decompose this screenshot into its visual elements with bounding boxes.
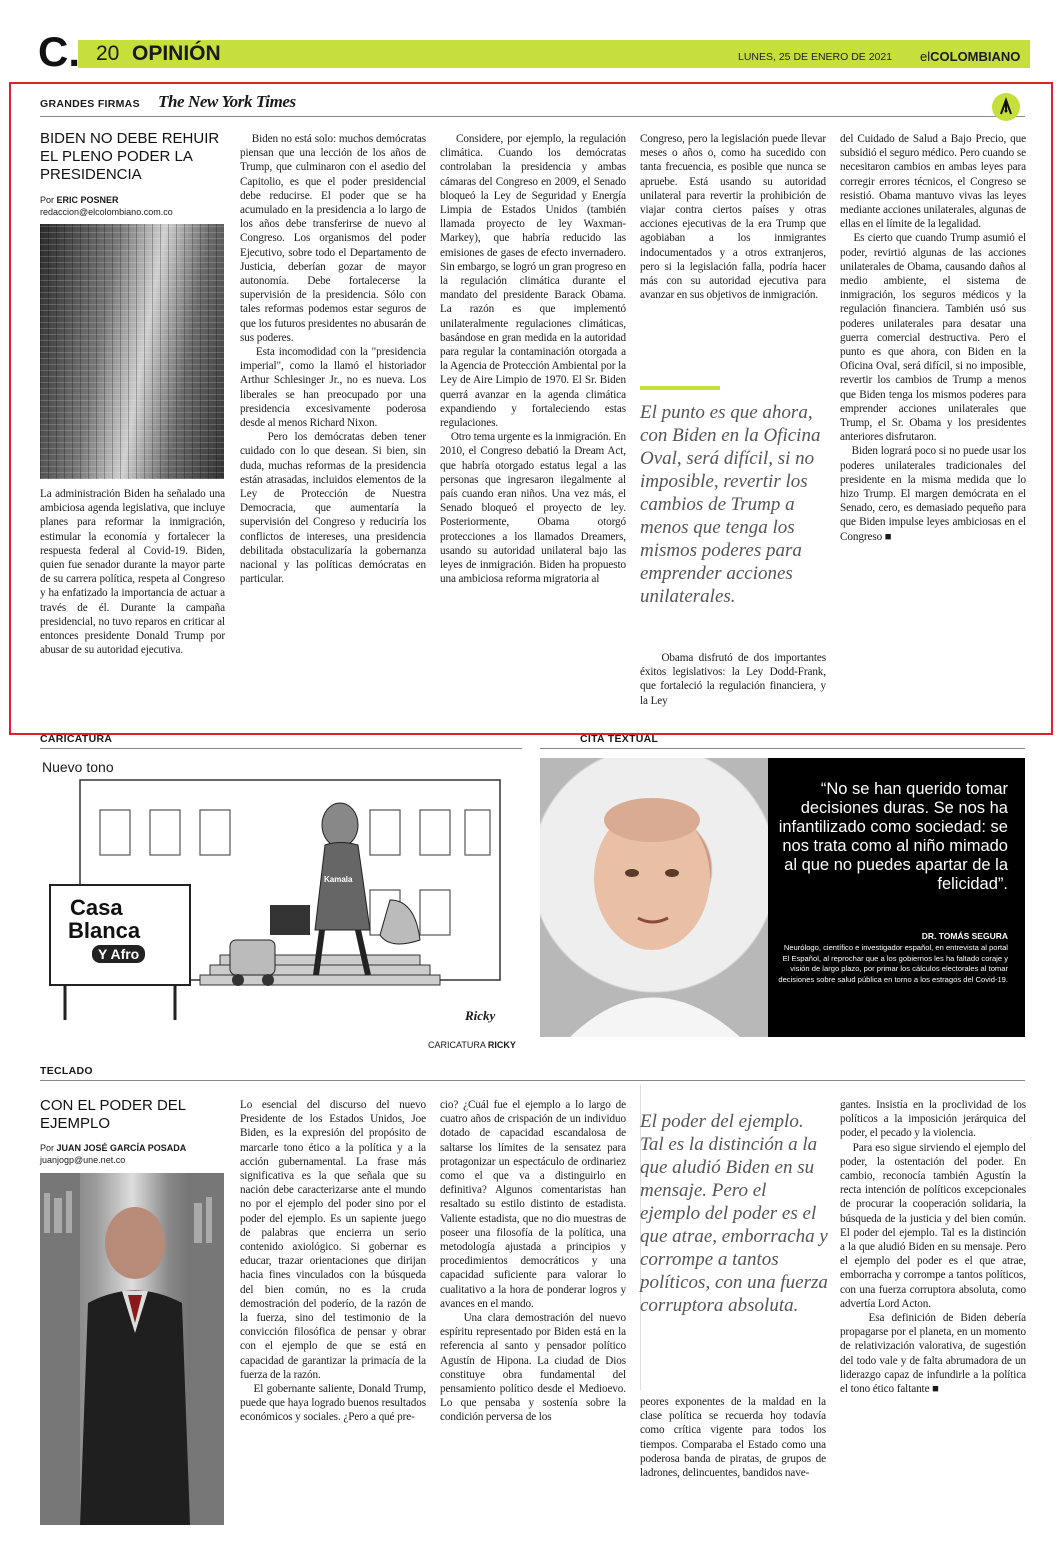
article-column-2: Biden no está solo: muchos demócratas piensan que una lección de los años de Trump, que culminaron con el asedio del Capitolio, es que el poder presidencial debe reducirse. El poder que se ha acumulado en la presidencia a lo largo de los años debe transferirse de nuevo al Congreso. Los organismos del poder Ejecutivo, sobre todo el Departamento de Justicia, deberían gozar de mayor autonomía. Debe fortalecerse la supervisión de la presidencia. Sólo con tales reformas podemos estar seguros de que los futuros presidentes no abusarán de sus poderes. Esta incomodidad con la "presidencia imperial", como la llamó el historiador Arthur Schlesinger Jr., no es nueva. Los liberales se han preocupado por una presidencia excesivamente poderosa desde al menos Richard Nixon. Pero los demócratas deben tener cuidado con lo que desean. Si bien, sin duda, muchas reformas de la presidencia están atrasadas, incluidos elementos de la Ley de Protección de Nuestra Democracia, que aumentaría la supervisión del Congreso y reduciría los conflictos de intereses, una presidencia debilitada obstaculizaría la gobernanza nacional y las políticas demócratas en particular. bbox=[240, 133, 426, 586]
cita-rule bbox=[540, 748, 1025, 749]
teclado-headline: CON EL PODER DEL EJEMPLO bbox=[40, 1097, 186, 1132]
shirt-label: Kamala bbox=[324, 875, 353, 884]
credit-name: RICKY bbox=[487, 1040, 516, 1050]
teclado-byline-prefix: Por bbox=[40, 1143, 57, 1153]
author-name: ERIC POSNER bbox=[56, 195, 119, 205]
byline bbox=[40, 195, 240, 206]
article-column-4b: Obama disfrutó de dos importantes éxitos legislativos: la Ley Dodd-Frank, que fortaleció la regulación financiera, y la Ley bbox=[640, 652, 829, 707]
kicker-grandes-firmas: GRANDES FIRMAS bbox=[40, 98, 140, 110]
sign-line-1: Casa bbox=[70, 895, 123, 920]
cartoon-image bbox=[40, 780, 522, 1035]
pull-quote: El punto es que ahora, con Biden en la Oficina Oval, será difícil, si no imposible, revertir los cambios de Trump a menos que tenga los mismos poderes para emprender acciones unilaterales. bbox=[640, 402, 821, 607]
credit-prefix: CARICATURA bbox=[428, 1040, 488, 1050]
tomas-segura-photo bbox=[540, 758, 768, 1037]
article-headline: BIDEN NO DEBE REHUIR EL PLENO PODER LA PRESIDENCIA bbox=[40, 130, 220, 183]
cita-quote: “No se han querido tomar decisiones duras. Se nos ha infantilizado como sociedad: se nos trata como al niño mimado al que no puedes apartar de la felicidad”. bbox=[778, 780, 1008, 893]
teclado-column-4: peores exponentes de la maldad en la clase política se recuerda hoy todavía como crítica vigente para todos los tiempos. Comparaba el Estado como una poderosa banda de piratas, de grupos de ladrones, delincuentes, bandidos nave- bbox=[640, 1396, 829, 1480]
teclado-pull-quote: El poder del ejemplo. Tal es la distinción a la que aludió Biden en su mensaje. Pero el ejemplo del poder es el que atrae, emborracha y corrompe a tantos políticos, con una fuerza corruptora absoluta. bbox=[640, 1111, 828, 1316]
page-number: 20 bbox=[96, 42, 120, 65]
nyt-building-photo bbox=[40, 224, 224, 479]
pen-nib-icon bbox=[992, 93, 1020, 121]
issue-date: LUNES, 25 DE ENERO DE 2021 bbox=[738, 51, 893, 63]
teclado-column-3: cio? ¿Cuál fue el ejemplo a lo largo de cuatro años de crispación de un individuo dotado de capacidad escandalosa de saltarse los límites de la sensatez para protagonizar un espectáculo de ordinariez como el que va a distinguirlo en definitiva? Algunos comentaristas han resaltado su estilo distinto de estadista. Valiente estadista, que no dio muestras de poseer una filosofía de la política, una metodología ajustada a principios y procedimientos democráticos y una capacidad suficiente para valorar lo cualitativo a la hora de ponderar logros y avances en el mando. Una clara demostración del nuevo espíritu representado por Biden está en la referencia al santo y pensador político Agustín de Hipona. La ciudad de Dios constituye obra fundamental del pensamiento político desde el Medioevo. Lo que pensaba y sostenía sobre la condición perversa de los bbox=[440, 1099, 626, 1424]
section-title: OPINIÓN bbox=[132, 42, 221, 65]
section-rule bbox=[40, 116, 1025, 117]
author-photo bbox=[40, 1173, 224, 1525]
teclado-email: juanjogp@une.net.co bbox=[40, 1155, 126, 1165]
teclado-author: JUAN JOSÉ GARCÍA POSADA bbox=[56, 1143, 187, 1153]
teclado-column-5: gantes. Insistía en la proclividad de los políticos a la imposición jerárquica del poder, el pecado y la violencia. Para eso sigue sirviendo el ejemplo del poder, la ostentación del poder. En cambio, reconocía también Agustín la recta intención de políticos excepcionales de procurar la cooperación solidaria, la búsqueda de la justicia y del bien común. El poder del ejemplo. Tal es la distinción a la que aludió Biden en su mensaje. Pero el ejemplo del poder es el que atrae, emborracha y corrompe a tantos políticos, con una fuerza corruptora absoluta, como advertía Lord Acton. Esa definición de Biden debería propagarse por el planeta, en un momento de relativización valorativa, de sugestión del todo vale y de falta abrumadora de un liderazgo capaz de infundirle a la política el tono ético faltante ■ bbox=[840, 1099, 1026, 1396]
cartoon-credit bbox=[428, 1040, 516, 1050]
teclado-rule bbox=[40, 1080, 1025, 1081]
article-column-3: Considere, por ejemplo, la regulación climática. Cuando los demócratas controlaban la presidencia y ambas cámaras del Congreso en 2009, el Senado bloqueó la Ley de Seguridad y Energía Limpia de Estados Unidos (también llamada proyecto de ley Waxman-Markey), que habría reducido las emisiones de gases de efecto invernadero. Sin embargo, se logró un gran progreso en la regulación climática durante el mandato del presidente Barack Obama. La razón es que implementó unilateralmente regulaciones climáticas, basándose en gran medida en la autoridad para regular la contaminación otorgada a la Agencia de Protección Ambiental por la Ley de Aire Limpio de 1970. El Sr. Biden querrá avanzar en la agenda climática expandiendo y fortaleciendo estas regulaciones. Otro tema urgente es la inmigración. En 2010, el Congreso debatió la Dream Act, que habría otorgado estatus legal a las personas que ingresaron ilegalmente al país cuando eran niños. Una vez más, el Senado bloqueó el proyecto de ley. Posteriormente, Obama otorgó protecciones a los llamados Dreamers, usando su autoridad unilateral bajo las leyes de inmigración. Biden ha propuesto una ambiciosa reforma migratoria al bbox=[440, 133, 626, 586]
brand-prefix: el bbox=[920, 49, 931, 64]
teclado-byline bbox=[40, 1143, 240, 1154]
pull-quote-bar bbox=[640, 386, 720, 390]
brand-name: COLOMBIANO bbox=[930, 49, 1021, 64]
kicker-teclado: TECLADO bbox=[40, 1065, 93, 1077]
newspaper-brand bbox=[920, 49, 1020, 64]
cartoonist-signature: Ricky bbox=[465, 1008, 496, 1023]
cartoon-title: Nuevo tono bbox=[42, 759, 114, 775]
sign-line-2: Blanca bbox=[68, 918, 141, 943]
byline-prefix: Por bbox=[40, 195, 57, 205]
teclado-column-2: Lo esencial del discurso del nuevo Presidente de los Estados Unidos, Joe Biden, es la expresión del propósito de marcarle tono ético a la política y a la acción gubernamental. La frase más significativa es la que señala que su nación debe caracterizarse ante el mundo no por el ejemplo del poder sino por el poder del ejemplo. Es un sapiente juego de palabras que encierra un serio contenido axiológico. Si gobernar es educar, trazar orientaciones que dirijan hacia fines vinculados con la búsqueda del bien común, no es la cruda demostración del poderío, de la razón de la fuerza, sino del testimonio de la convicción filosófica de pensar y obrar con el ejemplo de que se está en capacidad de garantizar la primacía de la fuerza de la razón. El gobernante saliente, Donald Trump, puede que haya logrado buenos resultados económicos y sociales. ¿Pero a qué pre- bbox=[240, 1099, 426, 1424]
logo: C. bbox=[38, 28, 80, 75]
author-email: redaccion@elcolombiano.com.co bbox=[40, 207, 173, 217]
kicker-cita-textual: CITA TEXTUAL bbox=[580, 733, 659, 745]
caricatura-rule bbox=[40, 748, 522, 749]
article-column-5: del Cuidado de Salud a Bajo Precio, que subsidió el seguro médico. Pero cuando se necesitaron cambios en ambas leyes para corregir errores técnicos, el Congreso se resistió. Obama mantuvo vivas las leyes mediante acciones unilaterales, algunas de ellas en el límite de la legalidad. Es cierto que cuando Trump asumió el poder, revirtió algunas de las acciones unilaterales de Obama, causando daños al medio ambiente, el sistema de inmigración, los seguros médicos y la regulación financiera. También usó sus poderes unilaterales para desatar una guerra comercial destructiva. Pero el punto es que ahora, con Biden en la Oficina Oval, será difícil, si no imposible, revertir los cambios de Trump a menos que Biden tenga los mismos poderes para emprender acciones unilaterales que Trump, el Sr. Obama y los presidentes anteriores disfrutaron. Biden logrará poco si no puede usar los poderes unilaterales tradicionales del presidente en la misma medida que lo hizo Trump. El margen demócrata en el Senado, cero, es demasiado pequeño para que Biden impulse leyes ambiciosas en el Congreso ■ bbox=[840, 133, 1026, 543]
nyt-logo: The New York Times bbox=[158, 92, 296, 111]
cita-name: DR. TOMÁS SEGURA bbox=[921, 931, 1008, 941]
sign-line-3: Y Afro bbox=[92, 945, 145, 963]
kicker-caricatura: CARICATURA bbox=[40, 733, 113, 745]
article-column-4a: Congreso, pero la legislación puede llevar meses o años o, como ha sucedido con tanta frecuencia, es posible que nunca se apruebe. Está usando su autoridad unilateral para revertir la prohibición de viajar contra ciertos países y otras acciones ejecutivas de la era Trump que agobiaban a los inmigrantes indocumentados y a otros extranjeros, pero si la legislación falla, podría hacer más con su autoridad ejecutiva para avanzar en sus objetivos de inmigración. bbox=[640, 133, 829, 302]
cita-description: Neurólogo, científico e investigador español, en entrevista al portal El Español, al reprochar que a los gobiernos les ha faltado coraje y visión de largo plazo, por primar los cálculos electorales al tomar decisiones sobre salud pública en torno a los estragos del Covid-19. bbox=[778, 943, 1008, 984]
article-column-1: La administración Biden ha señalado una ambiciosa agenda legislativa, que incluye planes para reformar la inmigración, estimular la economía y fortalecer la respuesta federal al Covid-19. Biden, quien fue senador durante la mayor parte de su carrera política, respeta al Congreso y ha enfatizado la importancia de actuar a través de él. Durante la campaña presidencial, no tuvo reparos en criticar al entonces presidente Donald Trump por abusar de su autoridad ejecutiva. bbox=[40, 488, 228, 657]
